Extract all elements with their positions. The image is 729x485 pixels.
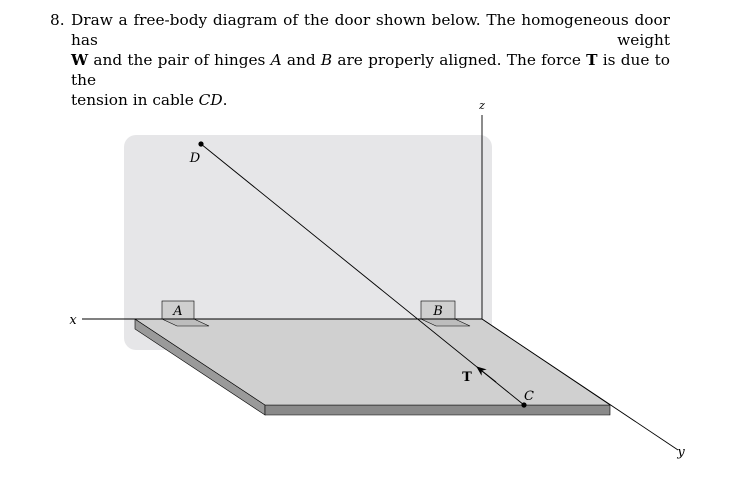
label-d: D xyxy=(189,151,201,166)
door-top-face xyxy=(135,319,610,405)
problem-line-1: Draw a free-body diagram of the door shown below. The homogeneous door has weight xyxy=(71,11,670,49)
cable-symbol: CD xyxy=(198,91,223,109)
hinge-b-symbol: B xyxy=(320,51,333,69)
problem-line-2: W and the pair of hinges A and B are properly aligned. The force T is due to the xyxy=(71,51,670,89)
label-b: B xyxy=(433,304,443,319)
y-axis-label: y xyxy=(677,445,685,460)
problem-number: 8. xyxy=(50,11,65,29)
x-axis-label: x xyxy=(69,313,77,328)
tension-symbol: T xyxy=(586,51,598,69)
label-c: C xyxy=(524,389,534,404)
point-d xyxy=(198,141,203,146)
problem-line-3: tension in cable CD. xyxy=(71,91,228,109)
label-t: T xyxy=(462,370,472,385)
weight-symbol: W xyxy=(71,51,89,69)
label-a: A xyxy=(173,304,183,319)
z-axis-label: z xyxy=(479,99,485,112)
door-front-edge xyxy=(265,405,610,415)
hinge-a-symbol: A xyxy=(270,51,282,69)
